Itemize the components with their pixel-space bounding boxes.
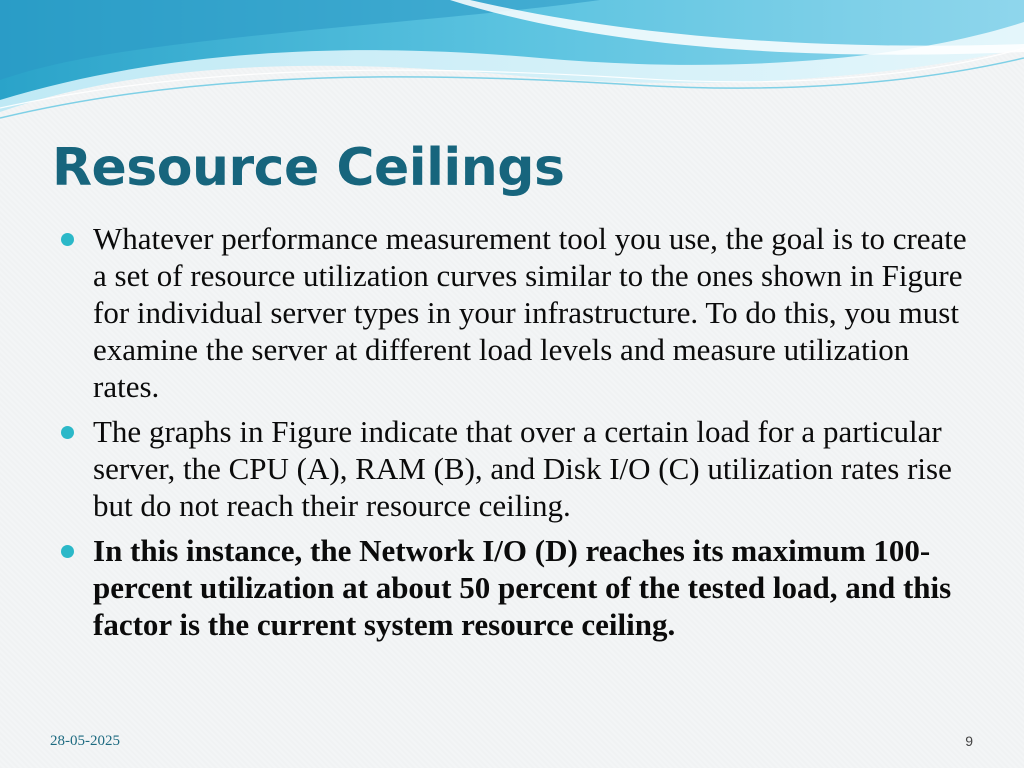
bullet-item bbox=[60, 220, 970, 405]
bullet-text: The graphs in Figure indicate that over a certain load for a particular server, the CPU (A), RAM (B), and Disk I/O (C) utilization rates rise but do not reach their resource ceiling. bbox=[93, 414, 952, 523]
bullet-list bbox=[60, 220, 970, 651]
slide-title: Resource Ceilings bbox=[52, 138, 565, 198]
bullet-text: In this instance, the Network I/O (D) reaches its maximum 100-percent utilization at about 50 percent of the tested load, and this factor is the current system resource ceiling. bbox=[93, 533, 952, 642]
page-number: 9 bbox=[965, 733, 973, 749]
bullet-item-emphasized bbox=[60, 532, 970, 643]
bullet-dot-icon bbox=[61, 233, 74, 246]
header-wave-decoration bbox=[0, 0, 1024, 130]
bullet-dot-icon bbox=[61, 426, 74, 439]
bullet-text: Whatever performance measurement tool you use, the goal is to create a set of resource utilization curves similar to the ones shown in Figure for individual server types in your infrastructure. To do this, you must examine the server at different load levels and measure utilization rates. bbox=[93, 221, 967, 404]
bullet-item bbox=[60, 413, 970, 524]
bullet-dot-icon bbox=[61, 545, 74, 558]
footer-date: 28-05-2025 bbox=[50, 733, 120, 749]
